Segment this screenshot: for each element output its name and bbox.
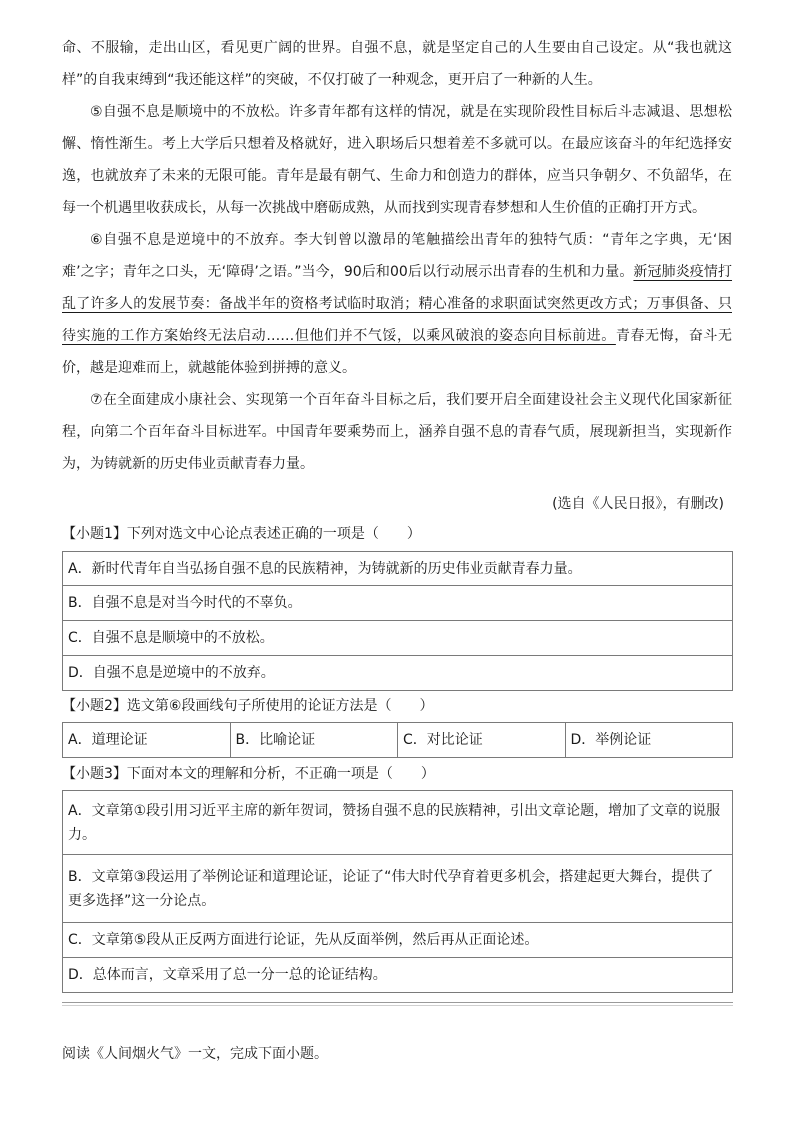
section-divider-shadow [62, 1005, 733, 1006]
question-2-stem: 【小题2】选文第⑥段画线句子所使用的论证方法是（ ） [62, 698, 434, 714]
question-1-options [62, 551, 733, 691]
q1-option-d[interactable]: D．自强不息是逆境中的不放弃。 [63, 656, 733, 691]
section-divider [62, 1002, 733, 1003]
passage-source: (选自《人民日报》，有删改) [552, 496, 724, 512]
paragraph-7: ⑦在全面建成小康社会、实现第一个百年奋斗目标之后，我们要开启全面建设社会主义现代化国家新征程，向第二个百年奋斗目标进军。中国青年要乘势而上，涵养自强不息的青春气质，展现新担当，实现新作为，为铸就新的历史伟业贡献青春力量。 [62, 392, 732, 472]
q3-option-b[interactable]: B．文章第③段运用了举例论证和道理论证，论证了“伟大时代孕育着更多机会，搭建起更大舞台，提供了更多选择”这一分论点。 [63, 855, 733, 923]
q2-option-c[interactable]: C．对比论证 [398, 723, 566, 758]
question-3-stem: 【小题3】下面对本文的理解和分析，不正确一项是（ ） [62, 766, 435, 782]
q2-option-a[interactable]: A．道理论证 [63, 723, 231, 758]
q3-option-a[interactable]: A．文章第①段引用习近平主席的新年贺词，赞扬自强不息的民族精神，引出文章论题，增加了文章的说服力。 [63, 791, 733, 855]
question-1-stem: 【小题1】下列对选文中心论点表述正确的一项是（ ） [62, 526, 421, 542]
question-2-options [62, 722, 733, 758]
paragraph-continued: 命、不服输，走出山区，看见更广阔的世界。自强不息，就是坚定自己的人生要由自己设定。从“我也就这样”的自我束缚到“我还能这样”的突破，不仅打破了一种观念，更开启了一种新的人生。 [62, 40, 732, 88]
next-passage-intro: 阅读《人间烟火气》一文，完成下面小题。 [62, 1046, 328, 1062]
paragraph-6-lead: ⑥自强不息是逆境中的不放弃。李大钊曾以激昂的笔触描绘出青年的独特气质：“青年之字典，无‘困难’之字；青年之口头，无‘障碍’之语。”当今，90后和00后以行动展示出青春的生机和力量。 [62, 232, 732, 280]
paragraph-6-tail: 青春无悔，奋斗无价，越是迎难而上，就越能体验到拼搏的意义。 [62, 328, 733, 376]
q3-option-c[interactable]: C．文章第⑤段从正反两方面进行论证，先从反面举例，然后再从正面论述。 [63, 923, 733, 958]
paragraph-6 [62, 224, 732, 384]
underlined-sentence: 新冠肺炎疫情打乱了许多人的发展节奏：备战半年的资格考试临时取消；精心准备的求职面试突然更改方式；万事俱备、只待实施的工作方案始终无法启动……但他们并不气馁，以乘风破浪的姿态向目标前进。 [62, 264, 733, 344]
q2-option-b[interactable]: B．比喻论证 [230, 723, 398, 758]
reading-passage [62, 32, 732, 480]
q3-option-d[interactable]: D．总体而言，文章采用了总一分一总的论证结构。 [63, 958, 733, 993]
q1-option-b[interactable]: B．自强不息是对当今时代的不辜负。 [63, 586, 733, 621]
paragraph-5: ⑤自强不息是顺境中的不放松。许多青年都有这样的情况，就是在实现阶段性目标后斗志减退、思想松懈、惰性渐生。考上大学后只想着及格就好，进入职场后只想着差不多就可以。在最应该奋斗的年纪选择安逸，也就放弃了未来的无限可能。青年是最有朝气、生命力和创造力的群体，应当只争朝夕、不负韶华，在每一个机遇里收获成长，从每一次挑战中磨砺成熟，从而找到实现青春梦想和人生价值的正确打开方式。 [62, 104, 732, 216]
q1-option-c[interactable]: C．自强不息是顺境中的不放松。 [63, 621, 733, 656]
question-3-options [62, 790, 733, 993]
q2-option-d[interactable]: D．举例论证 [565, 723, 733, 758]
q1-option-a[interactable]: A．新时代青年自当弘扬自强不息的民族精神，为铸就新的历史伟业贡献青春力量。 [63, 552, 733, 586]
